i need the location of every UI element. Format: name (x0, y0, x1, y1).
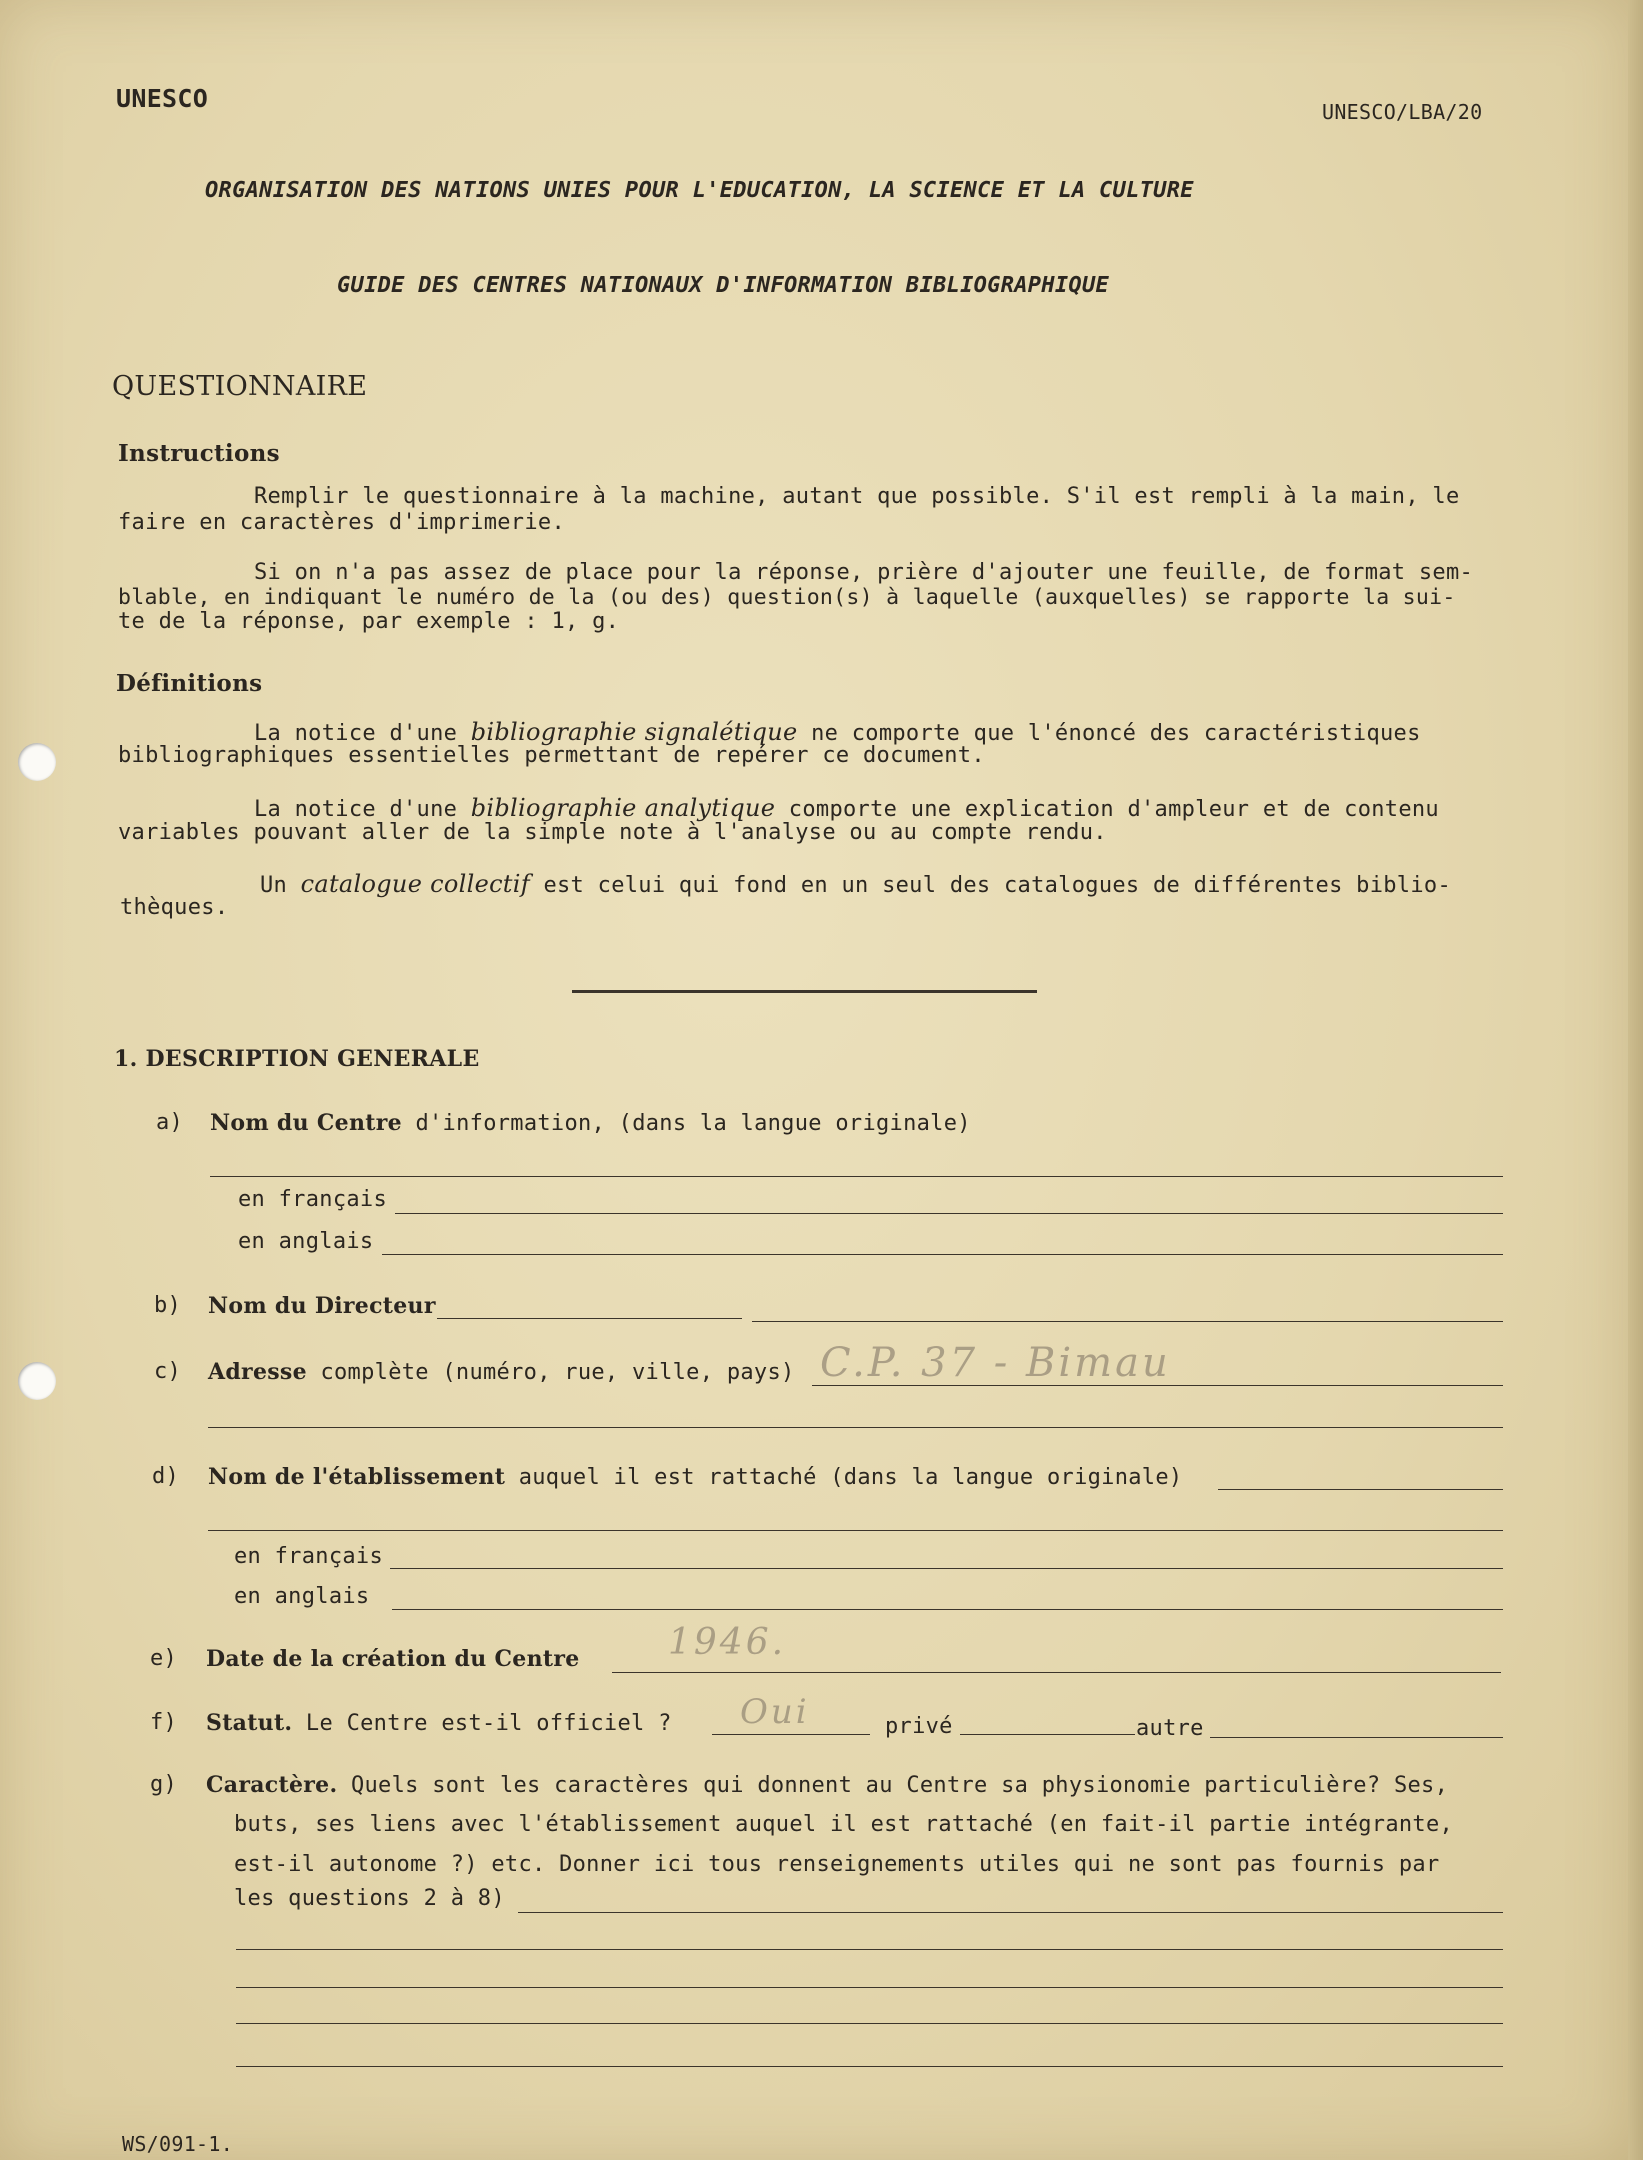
guide-title: GUIDE DES CENTRES NATIONAUX D'INFORMATION BIBLIOGRAPHIQUE (337, 273, 1110, 298)
instructions-p2-line1: Si on n'a pas assez de place pour la réponse, prière d'ajouter une feuille, de format sem- (254, 560, 1474, 585)
definition-3-line2: thèques. (120, 895, 229, 920)
item-d-fr-label: en français (234, 1544, 383, 1569)
item-e-letter: e) (150, 1646, 178, 1671)
item-g-line3: est-il autonome ?) etc. Donner ici tous renseignements utiles qui ne sont pas fournis par (234, 1852, 1440, 1877)
item-b-letter: b) (154, 1293, 182, 1318)
definition-1-line2: bibliographiques essentielles permettant de repérer ce document. (118, 743, 985, 768)
definition-3-line1: Un catalogue collectif est celui qui fond en un seul des catalogues de différentes biblio- (260, 870, 1451, 898)
answer-line-a-original[interactable] (210, 1176, 1503, 1177)
item-c-letter: c) (154, 1359, 182, 1384)
answer-line-g-5[interactable] (236, 2066, 1503, 2067)
doc-reference: UNESCO/LBA/20 (1322, 100, 1483, 124)
footer-reference: WS/091-1. (122, 2132, 234, 2156)
answer-line-g-4[interactable] (236, 2023, 1503, 2024)
answer-line-d-fr[interactable] (390, 1568, 1503, 1569)
instructions-p1-line2: faire en caractères d'imprimerie. (118, 510, 565, 535)
item-g-line2: buts, ses liens avec l'établissement auquel il est rattaché (en fait-il partie intégrante, (234, 1812, 1454, 1837)
handwritten-official: Oui (740, 1692, 810, 1732)
item-f-label: Statut. Le Centre est-il officiel ? (206, 1710, 672, 1736)
answer-line-g-1[interactable] (518, 1912, 1503, 1913)
answer-line-d-en[interactable] (392, 1609, 1503, 1610)
punch-hole-bottom (18, 1362, 56, 1400)
instructions-p2-line2: blable, en indiquant le numéro de la (ou des) question(s) à laquelle (auxquelles) se rapporte la sui- (118, 585, 1456, 610)
answer-line-d-1[interactable] (1218, 1489, 1503, 1490)
item-b-label: Nom du Directeur (208, 1293, 436, 1319)
instructions-p1-line1: Remplir le questionnaire à la machine, autant que possible. S'il est rempli à la main, le (254, 484, 1460, 509)
instructions-p2-line3: te de la réponse, par exemple : 1, g. (118, 609, 620, 634)
separator-rule (572, 990, 1037, 993)
answer-line-g-3[interactable] (236, 1987, 1503, 1988)
item-f-letter: f) (150, 1710, 178, 1735)
term-analytique: bibliographie analytique (470, 794, 776, 822)
punch-hole-top (18, 743, 56, 781)
org-short: UNESCO (116, 84, 209, 113)
definitions-heading: Définitions (116, 670, 263, 697)
instructions-heading: Instructions (118, 440, 280, 467)
answer-line-e[interactable] (612, 1672, 1501, 1673)
answer-line-c-1[interactable] (812, 1385, 1503, 1386)
answer-line-f-prive[interactable] (960, 1734, 1135, 1735)
section-1-heading: 1. DESCRIPTION GENERALE (114, 1046, 480, 1072)
item-a-fr-label: en français (238, 1187, 387, 1212)
item-d-en-label: en anglais (234, 1584, 370, 1609)
item-f-autre-label: autre (1136, 1716, 1204, 1741)
answer-line-a-en[interactable] (382, 1254, 1503, 1255)
answer-line-g-2[interactable] (236, 1949, 1503, 1950)
item-a-letter: a) (156, 1110, 184, 1135)
org-full-name: ORGANISATION DES NATIONS UNIES POUR L'EDUCATION, LA SCIENCE ET LA CULTURE (205, 178, 1194, 203)
term-signaletique: bibliographie signalétique (470, 718, 798, 746)
paper-edge (1628, 0, 1643, 2160)
definition-2-line1: La notice d'une bibliographie analytique comporte une explication d'ampleur et de contenu (254, 794, 1439, 822)
answer-line-b-1[interactable] (437, 1318, 742, 1319)
definition-1-line1: La notice d'une bibliographie signalétique ne comporte que l'énoncé des caractéristiques (254, 718, 1421, 746)
answer-line-b-2[interactable] (752, 1321, 1503, 1322)
handwritten-address: C.P. 37 - Bimau (820, 1340, 1171, 1386)
item-c-label: Adresse complète (numéro, rue, ville, pays) (208, 1359, 795, 1385)
answer-line-c-2[interactable] (208, 1427, 1503, 1428)
questionnaire-title: QUESTIONNAIRE (112, 371, 368, 402)
item-a-label: Nom du Centre d'information, (dans la langue originale) (210, 1110, 971, 1136)
item-g-line1: Caractère. Quels sont les caractères qui donnent au Centre sa physionomie particulière? Ses, (206, 1772, 1449, 1798)
answer-line-d-2[interactable] (208, 1530, 1503, 1531)
handwritten-date: 1946. (668, 1622, 787, 1663)
item-e-label: Date de la création du Centre (206, 1646, 580, 1672)
definition-2-line2: variables pouvant aller de la simple note à l'analyse ou au compte rendu. (118, 820, 1107, 845)
answer-line-a-fr[interactable] (395, 1213, 1503, 1214)
item-a-en-label: en anglais (238, 1229, 374, 1254)
answer-line-f-official[interactable] (712, 1734, 870, 1735)
item-g-letter: g) (150, 1772, 178, 1797)
item-d-label: Nom de l'établissement auquel il est rattaché (dans la langue originale) (208, 1464, 1183, 1490)
item-f-prive-label: privé (885, 1714, 953, 1739)
answer-line-f-autre[interactable] (1210, 1737, 1503, 1738)
item-g-line4: les questions 2 à 8) (234, 1886, 505, 1911)
item-d-letter: d) (152, 1464, 180, 1489)
term-catalogue-collectif: catalogue collectif (300, 870, 530, 898)
